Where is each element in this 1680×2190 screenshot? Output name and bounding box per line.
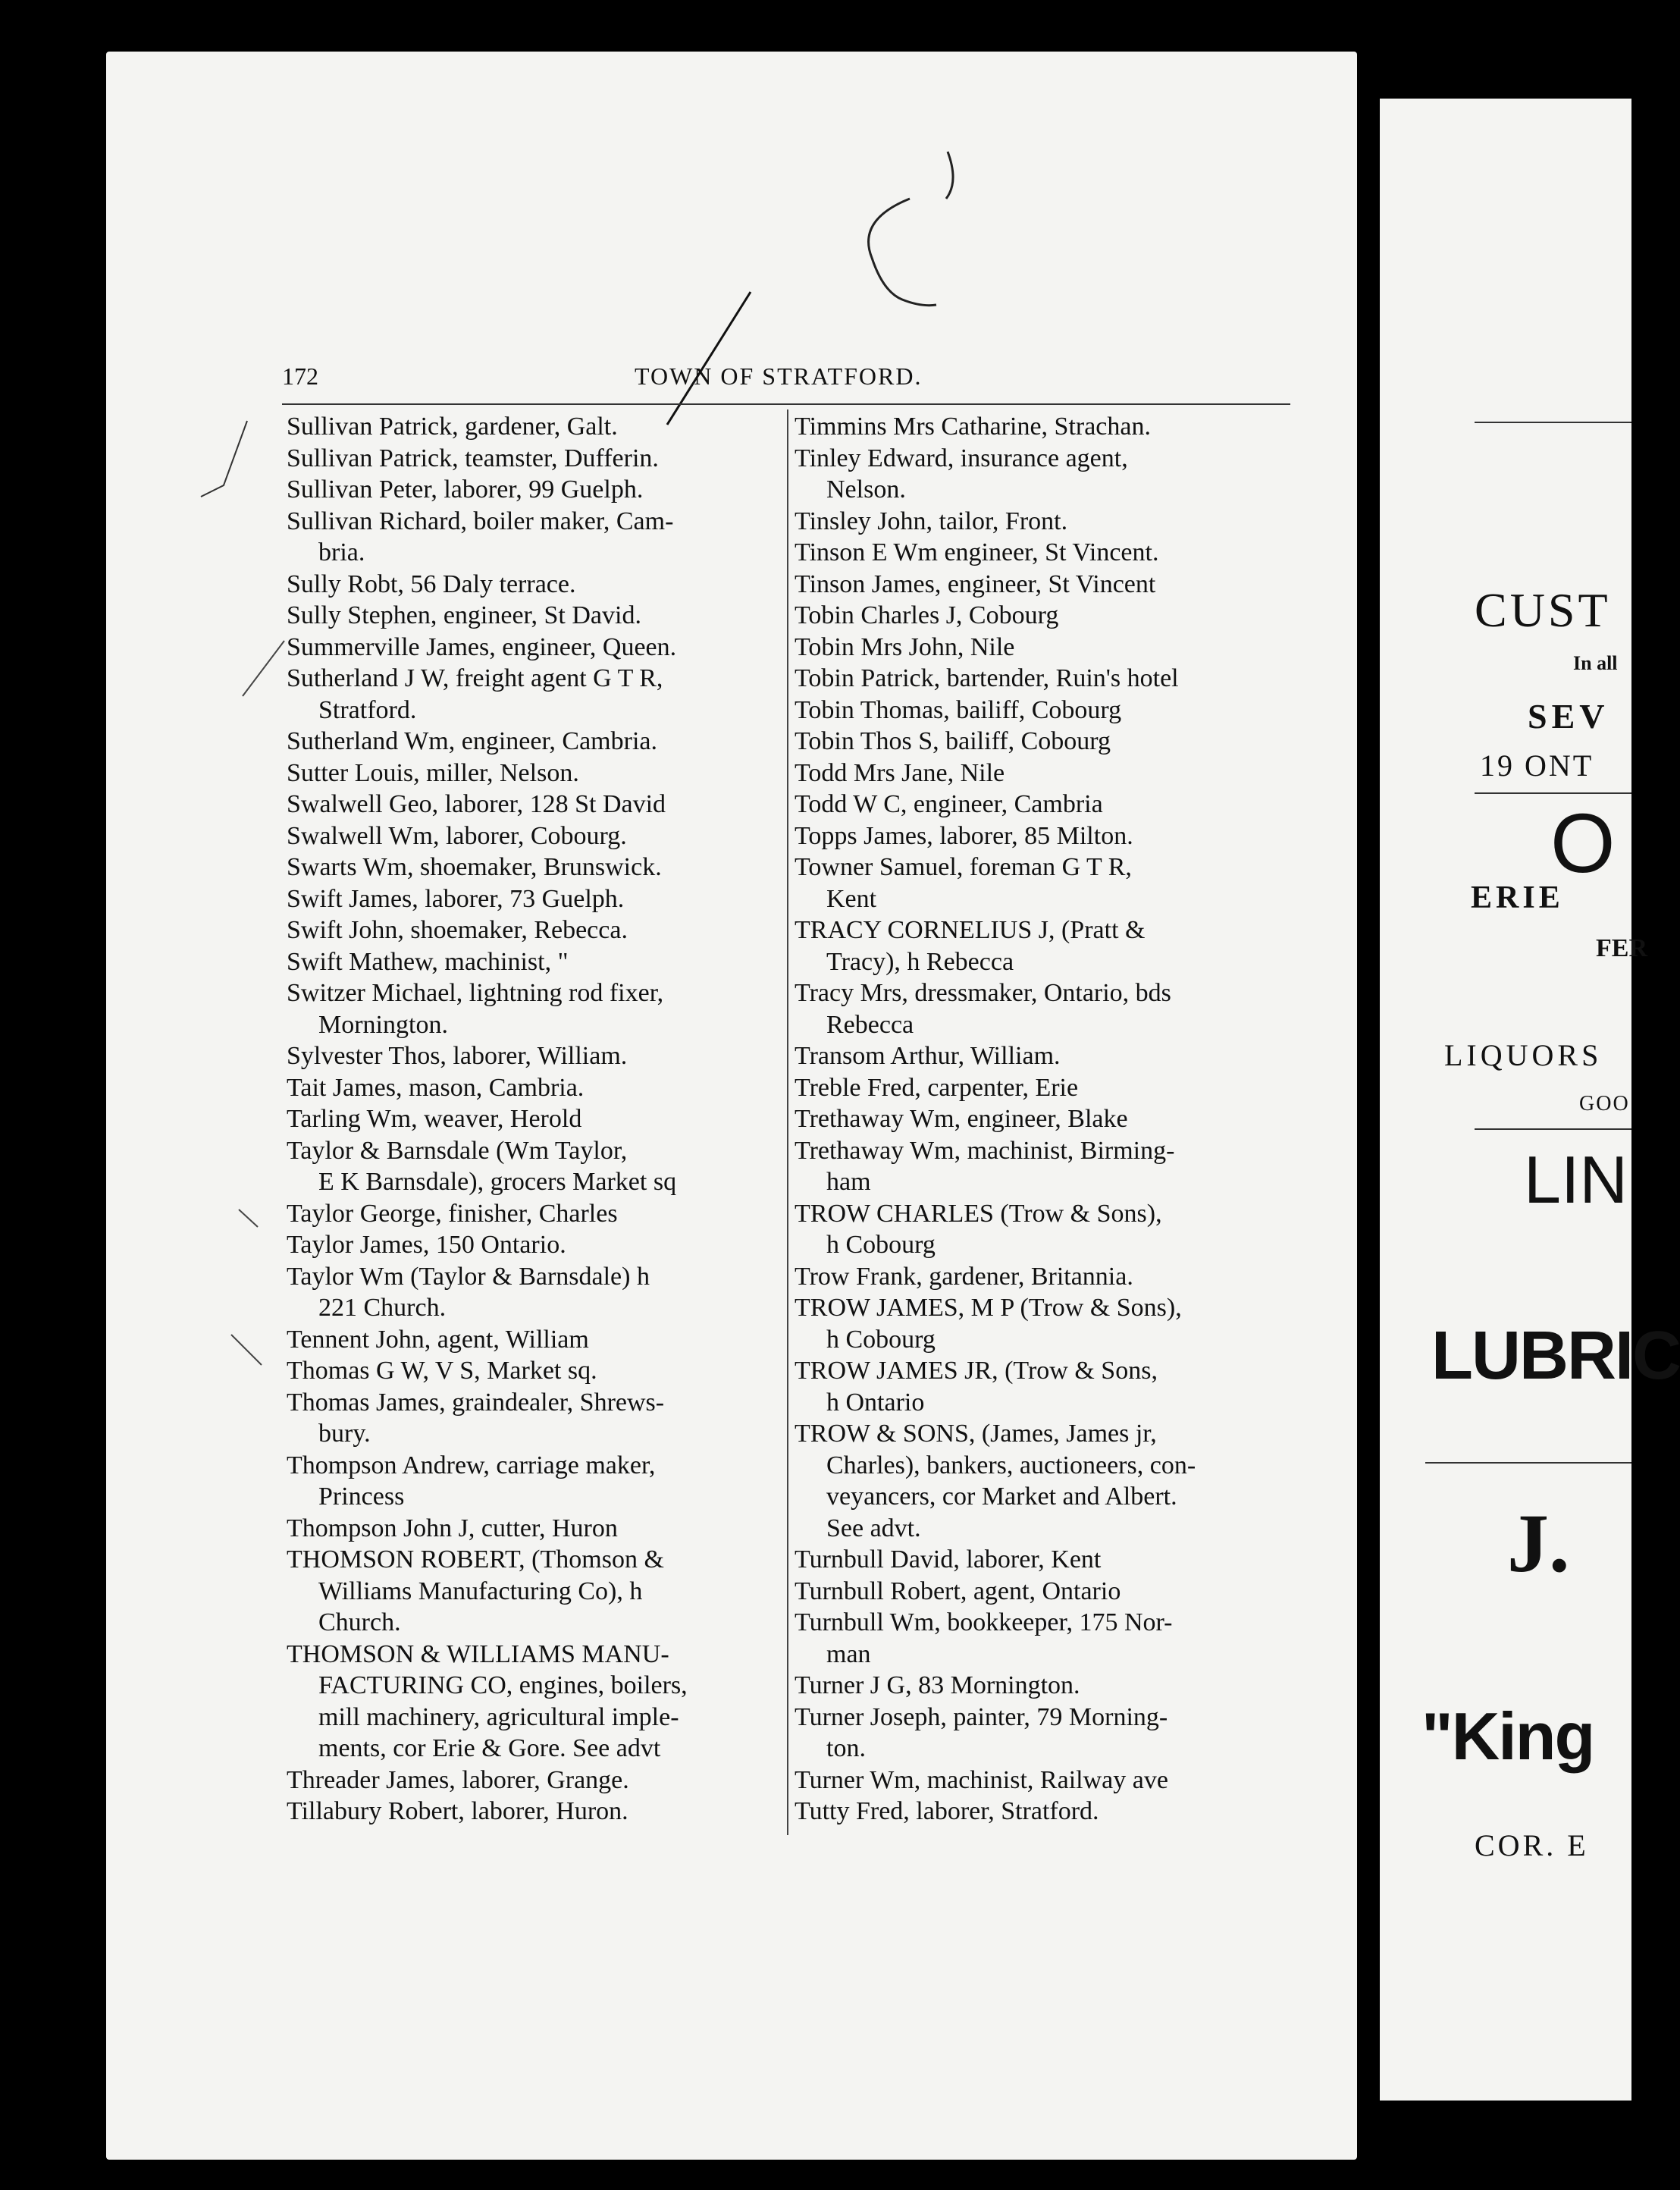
directory-entry-line: Sullivan Patrick, gardener, Galt. <box>287 413 618 441</box>
directory-entry-line: Charles), bankers, auctioneers, con- <box>826 1451 1196 1479</box>
directory-entry-line: Tracy Mrs, dressmaker, Ontario, bds <box>795 979 1171 1007</box>
directory-entry-line: Stratford. <box>318 695 417 724</box>
directory-entry-line: 221 Church. <box>318 1294 447 1322</box>
directory-entry-line: Threader James, laborer, Grange. <box>287 1765 629 1794</box>
directory-entry-line: Taylor Wm (Taylor & Barnsdale) h <box>287 1262 650 1291</box>
directory-entry-line: Topps James, laborer, 85 Milton. <box>795 821 1133 850</box>
directory-entry-line: Timmins Mrs Catharine, Strachan. <box>795 413 1151 441</box>
ad-sev: SEV <box>1528 697 1609 736</box>
directory-entry-line: Thomas G W, V S, Market sq. <box>287 1357 597 1385</box>
directory-entry-line: THOMSON ROBERT, (Thomson & <box>287 1545 664 1573</box>
directory-entry-line: Taylor George, finisher, Charles <box>287 1199 618 1228</box>
directory-entry-line: Swalwell Wm, laborer, Cobourg. <box>287 821 627 850</box>
ad-o: O <box>1550 797 1616 890</box>
directory-entry-line: TROW JAMES, M P (Trow & Sons), <box>795 1294 1182 1322</box>
ad-rule <box>1475 422 1631 423</box>
ad-ont: 19 ONT <box>1480 748 1594 783</box>
directory-entry-line: Mornington. <box>318 1010 448 1039</box>
directory-entry-line: Thompson Andrew, carriage maker, <box>287 1451 656 1479</box>
directory-entry-line: Tillabury Robert, laborer, Huron. <box>287 1797 628 1825</box>
directory-entry-line: Tennent John, agent, William <box>287 1325 589 1354</box>
directory-entry-line: Thompson John J, cutter, Huron <box>287 1514 618 1542</box>
directory-entry-line: Sullivan Patrick, teamster, Dufferin. <box>287 444 659 472</box>
directory-entry-line: FACTURING CO, engines, boilers, <box>318 1671 688 1699</box>
directory-entry-line: Treble Fred, carpenter, Erie <box>795 1073 1079 1102</box>
directory-entry-line: THOMSON & WILLIAMS MANU- <box>287 1639 669 1668</box>
column-divider <box>787 409 788 1835</box>
directory-entry-line: Williams Manufacturing Co), h <box>318 1577 643 1605</box>
directory-entry-line: Turnbull David, laborer, Kent <box>795 1545 1102 1573</box>
directory-entry-line: Tobin Charles J, Cobourg <box>795 601 1059 629</box>
ad-lin: LIN <box>1524 1142 1628 1217</box>
directory-entry-line: veyancers, cor Market and Albert. <box>826 1482 1177 1511</box>
directory-entry-line: Turnbull Wm, bookkeeper, 175 Nor- <box>795 1608 1173 1636</box>
ad-in-all: In all <box>1573 652 1618 674</box>
directory-entry-line: Nelson. <box>826 475 906 504</box>
directory-entry-line: TROW CHARLES (Trow & Sons), <box>795 1199 1162 1228</box>
directory-entry-line: Princess <box>318 1482 405 1511</box>
ad-king: "King <box>1421 1699 1594 1774</box>
ad-rule <box>1475 792 1631 794</box>
directory-column-left <box>287 411 787 1828</box>
directory-entry-line: Summerville James, engineer, Queen. <box>287 632 677 661</box>
directory-entry-line: Towner Samuel, foreman G T R, <box>795 853 1132 881</box>
directory-entry-line: h Cobourg <box>826 1325 936 1354</box>
directory-entry-line: ham <box>826 1168 871 1196</box>
page-number: 172 <box>282 362 318 390</box>
directory-entry-line: Taylor James, 150 Ontario. <box>287 1231 566 1259</box>
ad-liquors: LIQUORS <box>1444 1038 1603 1072</box>
directory-entry-line: Tobin Thomas, bailiff, Cobourg <box>795 695 1122 724</box>
header-rule <box>282 403 1290 405</box>
directory-entry-line: Tait James, mason, Cambria. <box>287 1073 585 1102</box>
ad-rule <box>1475 1128 1631 1130</box>
directory-entry-line: Sullivan Peter, laborer, 99 Guelph. <box>287 475 644 504</box>
directory-entry-line: Tinson E Wm engineer, St Vincent. <box>795 538 1159 566</box>
directory-entry-line: Sutherland J W, freight agent G T R, <box>287 664 663 692</box>
directory-entry-line: Tutty Fred, laborer, Stratford. <box>795 1797 1099 1825</box>
running-head: TOWN OF STRATFORD. <box>635 362 923 390</box>
directory-entry-line: TROW JAMES JR, (Trow & Sons, <box>795 1357 1158 1385</box>
directory-entry-line: Tinson James, engineer, St Vincent <box>795 569 1156 598</box>
directory-entry-line: Taylor & Barnsdale (Wm Taylor, <box>287 1136 628 1165</box>
ad-lubric: LUBRIC <box>1431 1318 1680 1394</box>
directory-entry-line: man <box>826 1639 871 1668</box>
directory-entry-line: Trethaway Wm, engineer, Blake <box>795 1105 1128 1133</box>
directory-entry-line: Switzer Michael, lightning rod fixer, <box>287 979 664 1007</box>
directory-entry-line: Church. <box>318 1608 401 1636</box>
directory-column-right <box>795 411 1295 1828</box>
directory-entry-line: Swift Mathew, machinist, " <box>287 947 569 976</box>
directory-entry-line: Tobin Patrick, bartender, Ruin's hotel <box>795 664 1179 692</box>
directory-entry-line: Todd Mrs Jane, Nile <box>795 758 1005 787</box>
directory-entry-line: Sylvester Thos, laborer, William. <box>287 1042 628 1070</box>
directory-entry-line: See advt. <box>826 1514 921 1542</box>
directory-entry-line: Turner Wm, machinist, Railway ave <box>795 1765 1168 1794</box>
ad-fer: FER <box>1596 934 1647 962</box>
directory-entry-line: Swalwell Geo, laborer, 128 St David <box>287 790 666 818</box>
directory-entry-line: TROW & SONS, (James, James jr, <box>795 1420 1157 1448</box>
directory-entry-line: Sully Robt, 56 Daly terrace. <box>287 569 576 598</box>
directory-entry-line: mill machinery, agricultural imple- <box>318 1702 679 1731</box>
directory-entry-line: Sutter Louis, miller, Nelson. <box>287 758 579 787</box>
directory-entry-line: Sullivan Richard, boiler maker, Cam- <box>287 507 674 535</box>
directory-entry-line: Tinley Edward, insurance agent, <box>795 444 1128 472</box>
directory-entry-line: TRACY CORNELIUS J, (Pratt & <box>795 916 1146 944</box>
directory-entry-line: ments, cor Erie & Gore. See advt <box>318 1734 661 1762</box>
directory-entry-line: Swift James, laborer, 73 Guelph. <box>287 884 625 913</box>
directory-entry-line: Rebecca <box>826 1010 914 1039</box>
directory-entry-line: Swarts Wm, shoemaker, Brunswick. <box>287 853 662 881</box>
directory-entry-line: h Ontario <box>826 1388 925 1417</box>
page-header <box>282 362 1283 396</box>
directory-entry-line: Transom Arthur, William. <box>795 1042 1061 1070</box>
directory-entry-line: Tinsley John, tailor, Front. <box>795 507 1068 535</box>
directory-entry-line: Tobin Thos S, bailiff, Cobourg <box>795 727 1111 755</box>
directory-entry-line: Tobin Mrs John, Nile <box>795 632 1015 661</box>
directory-entry-line: E K Barnsdale), grocers Market sq <box>318 1168 677 1196</box>
directory-entry-line: Todd W C, engineer, Cambria <box>795 790 1103 818</box>
directory-entry-line: Kent <box>826 884 877 913</box>
directory-entry-line: bury. <box>318 1420 371 1448</box>
directory-entry-line: Swift John, shoemaker, Rebecca. <box>287 916 628 944</box>
directory-entry-line: Turnbull Robert, agent, Ontario <box>795 1577 1121 1605</box>
directory-entry-line: Trethaway Wm, machinist, Birming- <box>795 1136 1175 1165</box>
directory-entry-line: Tracy), h Rebecca <box>826 947 1014 976</box>
ad-erie: ERIE <box>1471 880 1564 915</box>
ad-j: J. <box>1507 1497 1570 1589</box>
directory-entry-line: Turner Joseph, painter, 79 Morning- <box>795 1702 1168 1731</box>
ad-cust: CUST <box>1475 583 1611 637</box>
ad-goo: GOO <box>1579 1092 1630 1115</box>
directory-entry-line: Sutherland Wm, engineer, Cambria. <box>287 727 657 755</box>
directory-entry-line: Thomas James, graindealer, Shrews- <box>287 1388 665 1417</box>
directory-entry-line: Tarling Wm, weaver, Herold <box>287 1105 582 1133</box>
directory-entry-line: Turner J G, 83 Mornington. <box>795 1671 1080 1699</box>
directory-entry-line: Trow Frank, gardener, Britannia. <box>795 1262 1133 1291</box>
ad-cor: COR. E <box>1475 1828 1589 1862</box>
ad-rule <box>1425 1462 1631 1464</box>
directory-entry-line: bria. <box>318 538 365 566</box>
directory-entry-line: h Cobourg <box>826 1231 936 1259</box>
directory-entry-line: Sully Stephen, engineer, St David. <box>287 601 641 629</box>
directory-entry-line: ton. <box>826 1734 866 1762</box>
